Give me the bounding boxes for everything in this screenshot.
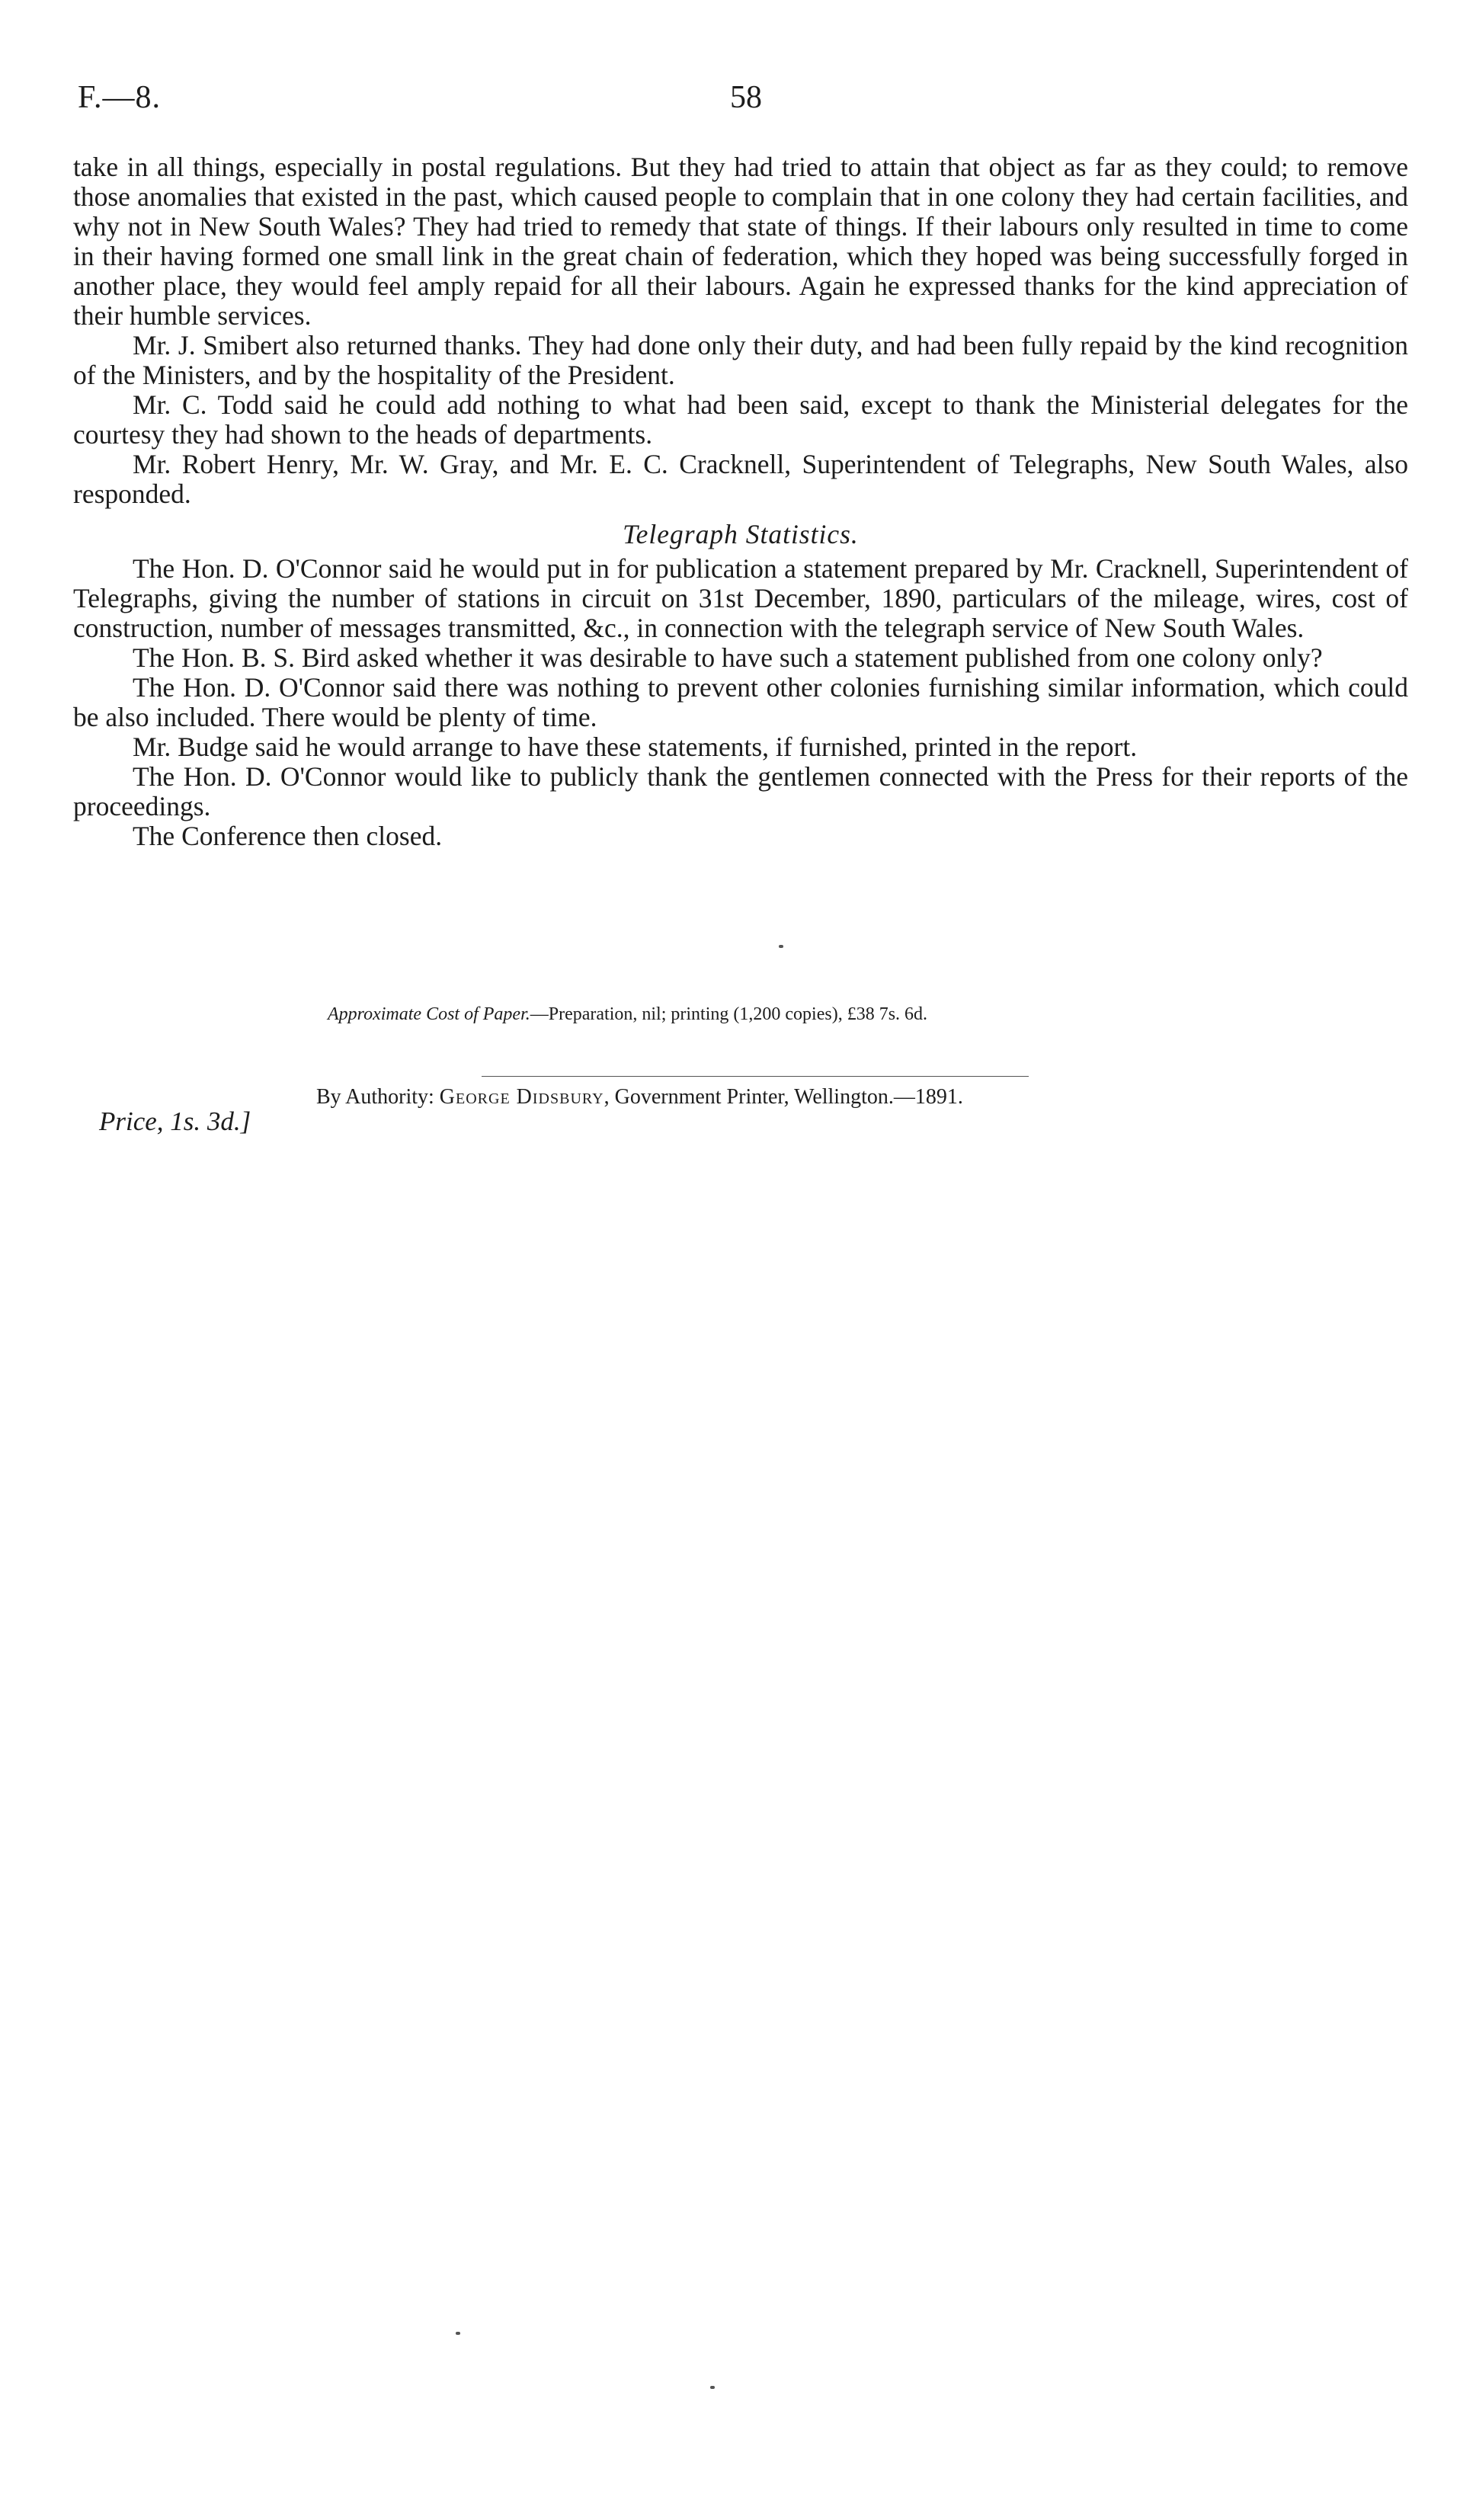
paragraph-budge: Mr. Budge said he would arrange to have these statements, if furnished, printed in the report. [133,732,1138,762]
page-number: 58 [730,80,762,115]
section-heading: Telegraph Statistics. [623,519,859,549]
printer-name: George Didsbury [439,1085,604,1109]
printer-authority [316,1085,963,1110]
paragraph-smibert: Mr. J. Smibert also returned thanks. They had done only their duty, and had been fully repaid by the kind recognition of the Ministers, and by the hospitality of the President. [73,330,1408,390]
paragraph-todd: Mr. C. Todd said he could add nothing to what had been said, except to thank the Ministerial delegates for the courtesy they had shown to the heads of departments. [73,389,1408,450]
cost-text: —Preparation, nil; printing (1,200 copies), £38 7s. 6d. [530,1004,928,1024]
paragraph-oconnor-thanks: The Hon. D. O'Connor would like to publicly thank the gentlemen connected with the Press for their reports of the proceedings. [73,761,1408,821]
paragraph-henry-gray-cracknell: Mr. Robert Henry, Mr. W. Gray, and Mr. E. C. Cracknell, Superintendent of Telegraphs, New South Wales, also responded. [73,449,1408,509]
cost-of-paper-note [328,1004,927,1025]
authority-prefix: By Authority: [316,1085,440,1109]
print-speck [456,2332,460,2335]
authority-suffix: , Government Printer, Wellington.—1891. [604,1085,963,1109]
price-label: Price, 1s. 3d.] [99,1106,251,1136]
paragraph-conference-closed: The Conference then closed. [133,821,443,851]
paragraph-oconnor-reply: The Hon. D. O'Connor said there was nothing to prevent other colonies furnishing similar information, which could be also included. There would be plenty of time. [73,672,1408,732]
paragraph-continuation: take in all things, especially in postal regulations. But they had tried to attain that object as far as they could; to remove those anomalies that existed in the past, which caused people to complain that in one colony they had certain facilities, and why not in New South Wales? They had tried to remedy that state of things. If their labours only resulted in time to come in their having formed one small link in the great chain of federation, which they hoped was being successfully forged in another place, they would feel amply repaid for all their labours. Again he expressed thanks for the kind appreciation of their humble services. [73,152,1408,331]
paragraph-bird-question: The Hon. B. S. Bird asked whether it was desirable to have such a statement published from one colony only? [133,642,1323,673]
cost-label: Approximate Cost of Paper. [328,1004,530,1024]
body-text [73,152,1408,851]
document-reference: F.—8. [78,80,161,115]
divider-rule [482,1076,1029,1077]
paragraph-oconnor-statement: The Hon. D. O'Connor said he would put in for publication a statement prepared by Mr. Cracknell, Superintendent of Telegraphs, giving the number of stations in circuit on 31st December, 1890, particulars of the mileage, wires, cost of construction, number of messages transmitted, &c., in connection with the telegraph service of New South Wales. [73,553,1408,643]
print-speck [779,945,783,948]
print-speck [710,2386,715,2389]
